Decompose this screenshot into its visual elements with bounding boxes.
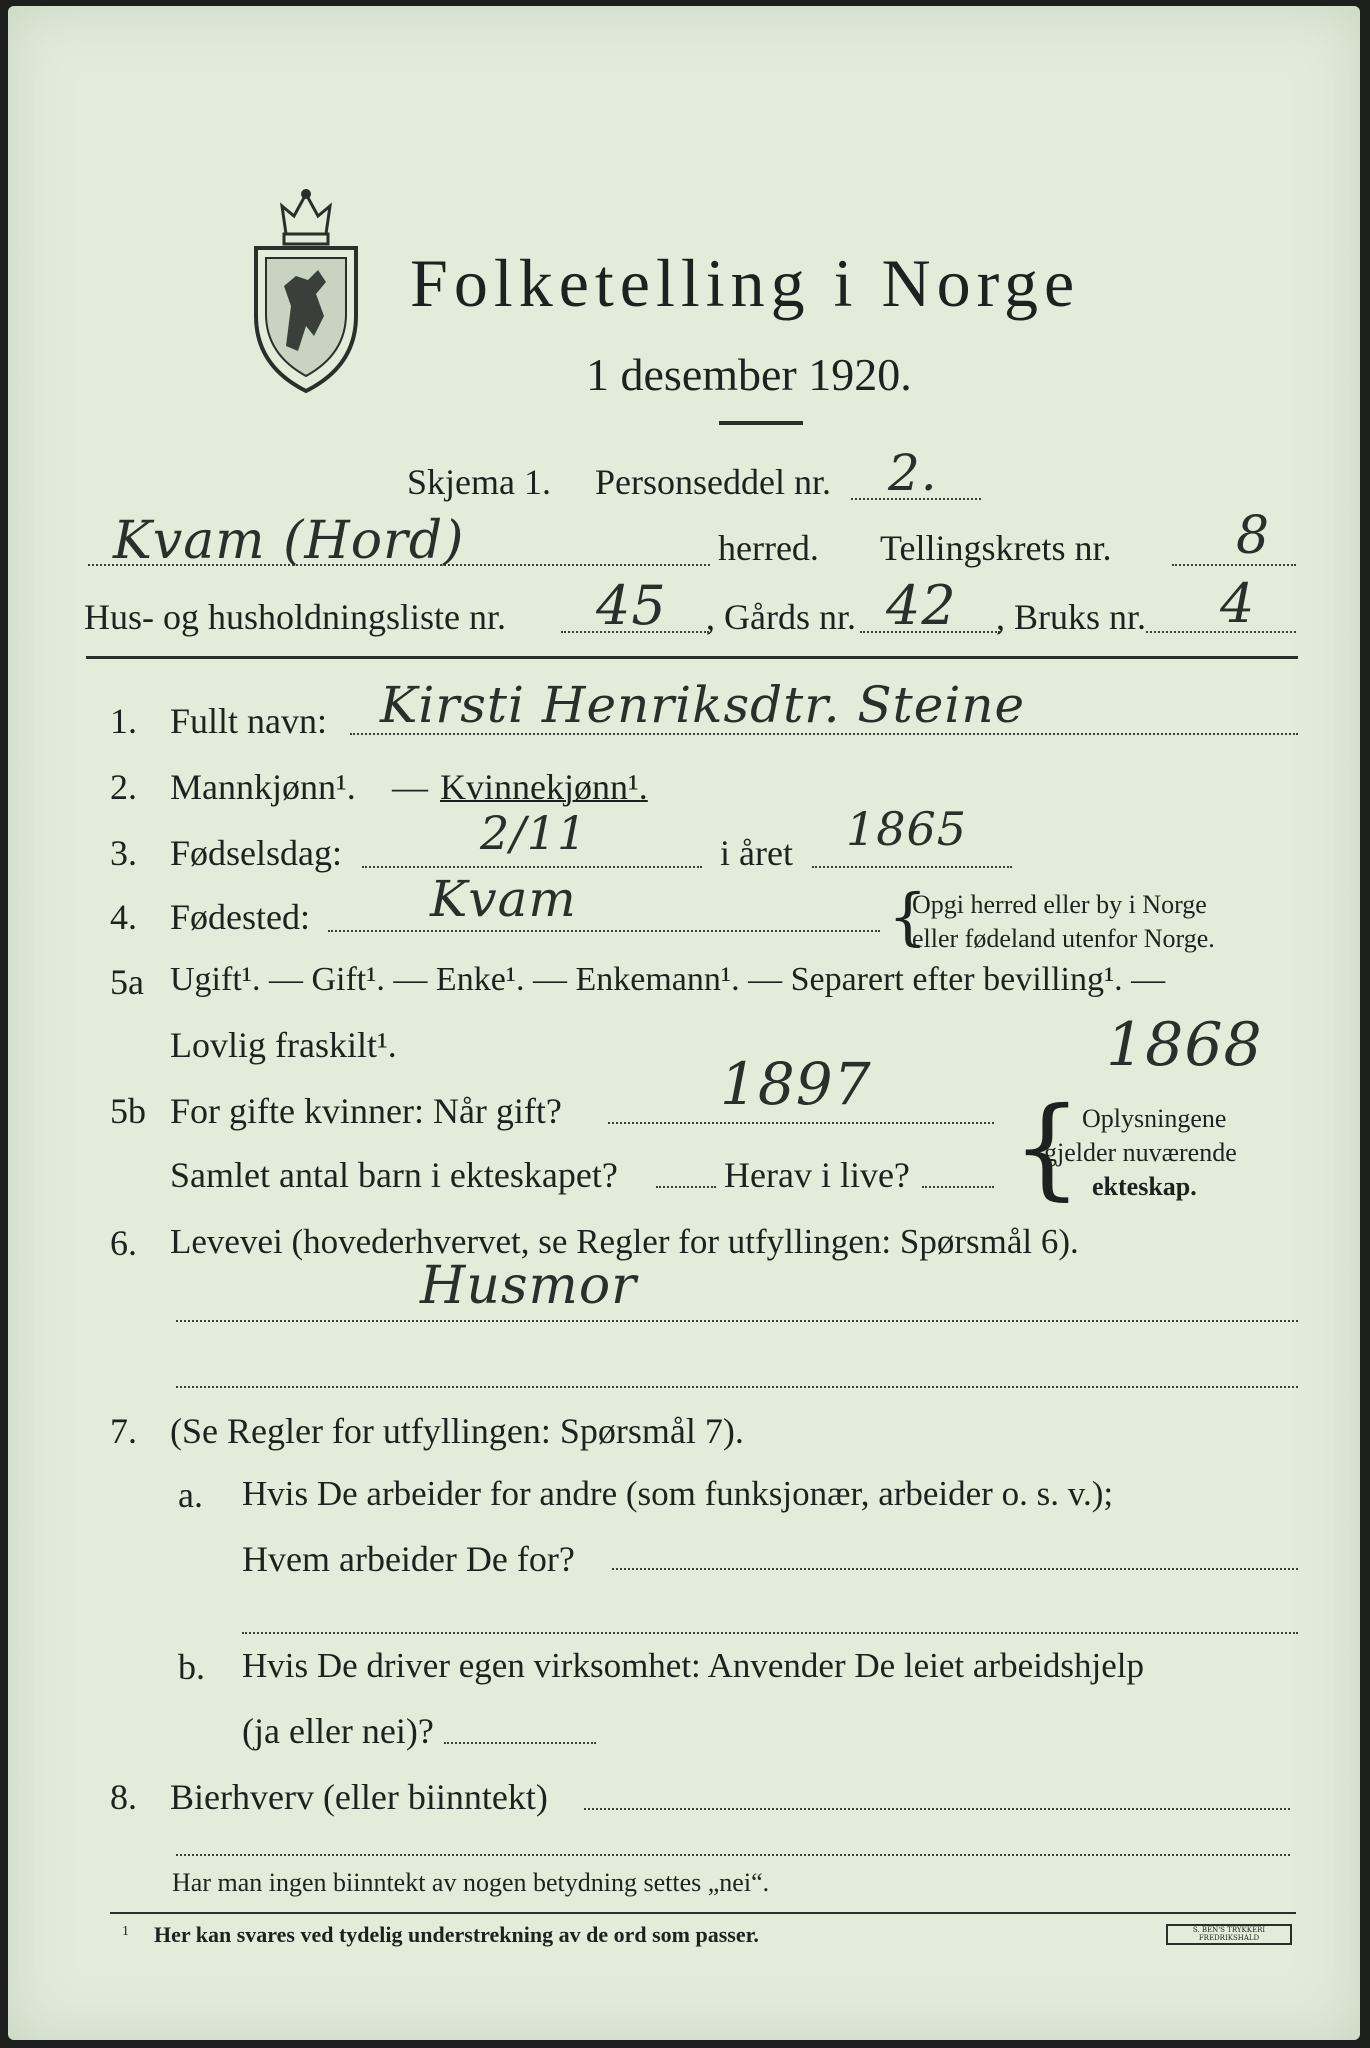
q7a-line2: Hvem arbeider De for? xyxy=(242,1539,575,1579)
q5b-brace: { xyxy=(1012,1083,1082,1211)
q5b-children-line xyxy=(656,1186,716,1188)
gards-label: , Gårds nr. xyxy=(706,597,856,637)
printer-stamp xyxy=(1166,1924,1292,1945)
q5b-label1: For gifte kvinner: Når gift? xyxy=(170,1091,562,1131)
q6-value: Husmor xyxy=(420,1256,637,1316)
tellingskrets-value: 8 xyxy=(1236,506,1271,566)
q1-value: Kirsti Henriksdtr. Steine xyxy=(380,676,1026,734)
tellingskrets-label: Tellingskrets nr. xyxy=(880,528,1112,568)
q8-number: 8. xyxy=(110,1777,137,1817)
q3-label: Fødselsdag: xyxy=(170,833,343,873)
q6-line2 xyxy=(176,1386,1298,1388)
q3-year-line xyxy=(812,866,1012,868)
hus-value: 45 xyxy=(596,574,667,637)
q2-sep: — xyxy=(392,767,428,807)
footnote-text: Her kan svares ved tydelig understrekning av de ord som passer. xyxy=(154,1922,759,1947)
q5b-label2: Samlet antal barn i ekteskapet? xyxy=(170,1155,618,1195)
q1-label: Fullt navn: xyxy=(170,701,328,741)
q8-line xyxy=(584,1808,1290,1810)
tellingskrets-line xyxy=(1172,564,1296,566)
q5a-number: 5a xyxy=(110,962,144,1002)
q4-note1: Opgi herred eller by i Norge xyxy=(912,890,1207,919)
q7b-line xyxy=(444,1742,596,1744)
skjema-label: Skjema 1. xyxy=(407,462,551,502)
q5a-line2: Lovlig fraskilt¹. xyxy=(170,1025,397,1065)
q5b-married-line xyxy=(608,1122,994,1124)
hus-label: Hus- og husholdningsliste nr. xyxy=(84,597,507,637)
q5b-label3: Herav i live? xyxy=(724,1155,910,1195)
personseddel-label: Personseddel nr. xyxy=(595,462,831,502)
herred-label: herred. xyxy=(718,528,819,568)
q4-label: Fødested: xyxy=(170,897,310,937)
q7a-line-extra xyxy=(242,1632,1298,1634)
q6-line1 xyxy=(176,1320,1298,1322)
q5b-note1: Oplysningene xyxy=(1082,1104,1227,1133)
printer-stamp-line1: S. BEN'S TRYKKERI xyxy=(1192,1926,1266,1934)
q3-day-line xyxy=(362,866,702,868)
footer-note: Har man ingen biinntekt av nogen betydning settes „nei“. xyxy=(172,1868,770,1897)
gards-value: 42 xyxy=(886,574,957,637)
q1-number: 1. xyxy=(110,701,137,741)
q7a-line xyxy=(612,1568,1298,1570)
q5b-note3: ekteskap. xyxy=(1092,1172,1197,1201)
q3-number: 3. xyxy=(110,833,137,873)
q5a-line1: Ugift¹. — Gift¹. — Enke¹. — Enkemann¹. — Separert efter bevilling¹. — xyxy=(170,961,1166,998)
q5b-number: 5b xyxy=(110,1091,146,1131)
q7-number: 7. xyxy=(110,1411,137,1451)
q4-brace: { xyxy=(888,880,928,953)
q2-female: Kvinnekjønn¹. xyxy=(440,767,648,807)
bruks-value: 4 xyxy=(1220,572,1256,635)
q2-number: 2. xyxy=(110,767,137,807)
q6-label: Levevei (hovederhvervet, se Regler for utfyllingen: Spørsmål 6). xyxy=(170,1222,1079,1261)
q7b-number: b. xyxy=(178,1647,205,1687)
q3-year-label: i året xyxy=(720,833,793,873)
personseddel-value: 2. xyxy=(888,444,938,502)
q4-number: 4. xyxy=(110,897,137,937)
q5b-note2: gjelder nuværende xyxy=(1044,1138,1237,1167)
herred-value: Kvam (Hord) xyxy=(113,511,465,571)
bruks-label: , Bruks nr. xyxy=(996,597,1147,637)
q7b-line2: (ja eller nei)? xyxy=(242,1711,434,1751)
q7a-number: a. xyxy=(178,1475,203,1515)
footer-separator xyxy=(110,1912,1296,1914)
printer-stamp-line2: FREDRIKSHALD xyxy=(1198,1933,1260,1942)
coat-of-arms-icon xyxy=(246,186,366,396)
q4-value: Kvam xyxy=(430,870,577,928)
q5a-margin-value: 1868 xyxy=(1106,1010,1263,1080)
q8-line-extra xyxy=(176,1854,1290,1856)
q2-male: Mannkjønn¹. xyxy=(170,767,356,807)
title-divider xyxy=(719,421,803,425)
footnote-mark: 1 xyxy=(122,1924,129,1939)
q5b-married-value: 1897 xyxy=(720,1050,872,1118)
census-form-page xyxy=(8,6,1360,2040)
q4-note2: eller fødeland utenfor Norge. xyxy=(912,924,1215,953)
q7b-line1: Hvis De driver egen virksomhet: Anvender De leiet arbeidshjelp xyxy=(242,1646,1144,1685)
q6-number: 6. xyxy=(110,1223,137,1263)
q4-line xyxy=(328,930,880,932)
header-separator xyxy=(86,656,1298,659)
q5b-alive-line xyxy=(922,1186,994,1188)
q3-year-value: 1865 xyxy=(846,802,968,856)
q7a-line1: Hvis De arbeider for andre (som funksjonær, arbeider o. s. v.); xyxy=(242,1474,1114,1513)
q8-label: Bierhverv (eller biinntekt) xyxy=(170,1777,548,1817)
form-title: Folketelling i Norge xyxy=(410,245,1081,321)
q3-value: 2/11 xyxy=(480,806,588,860)
q7-label: (Se Regler for utfyllingen: Spørsmål 7). xyxy=(170,1411,744,1451)
form-date: 1 desember 1920. xyxy=(586,349,912,400)
